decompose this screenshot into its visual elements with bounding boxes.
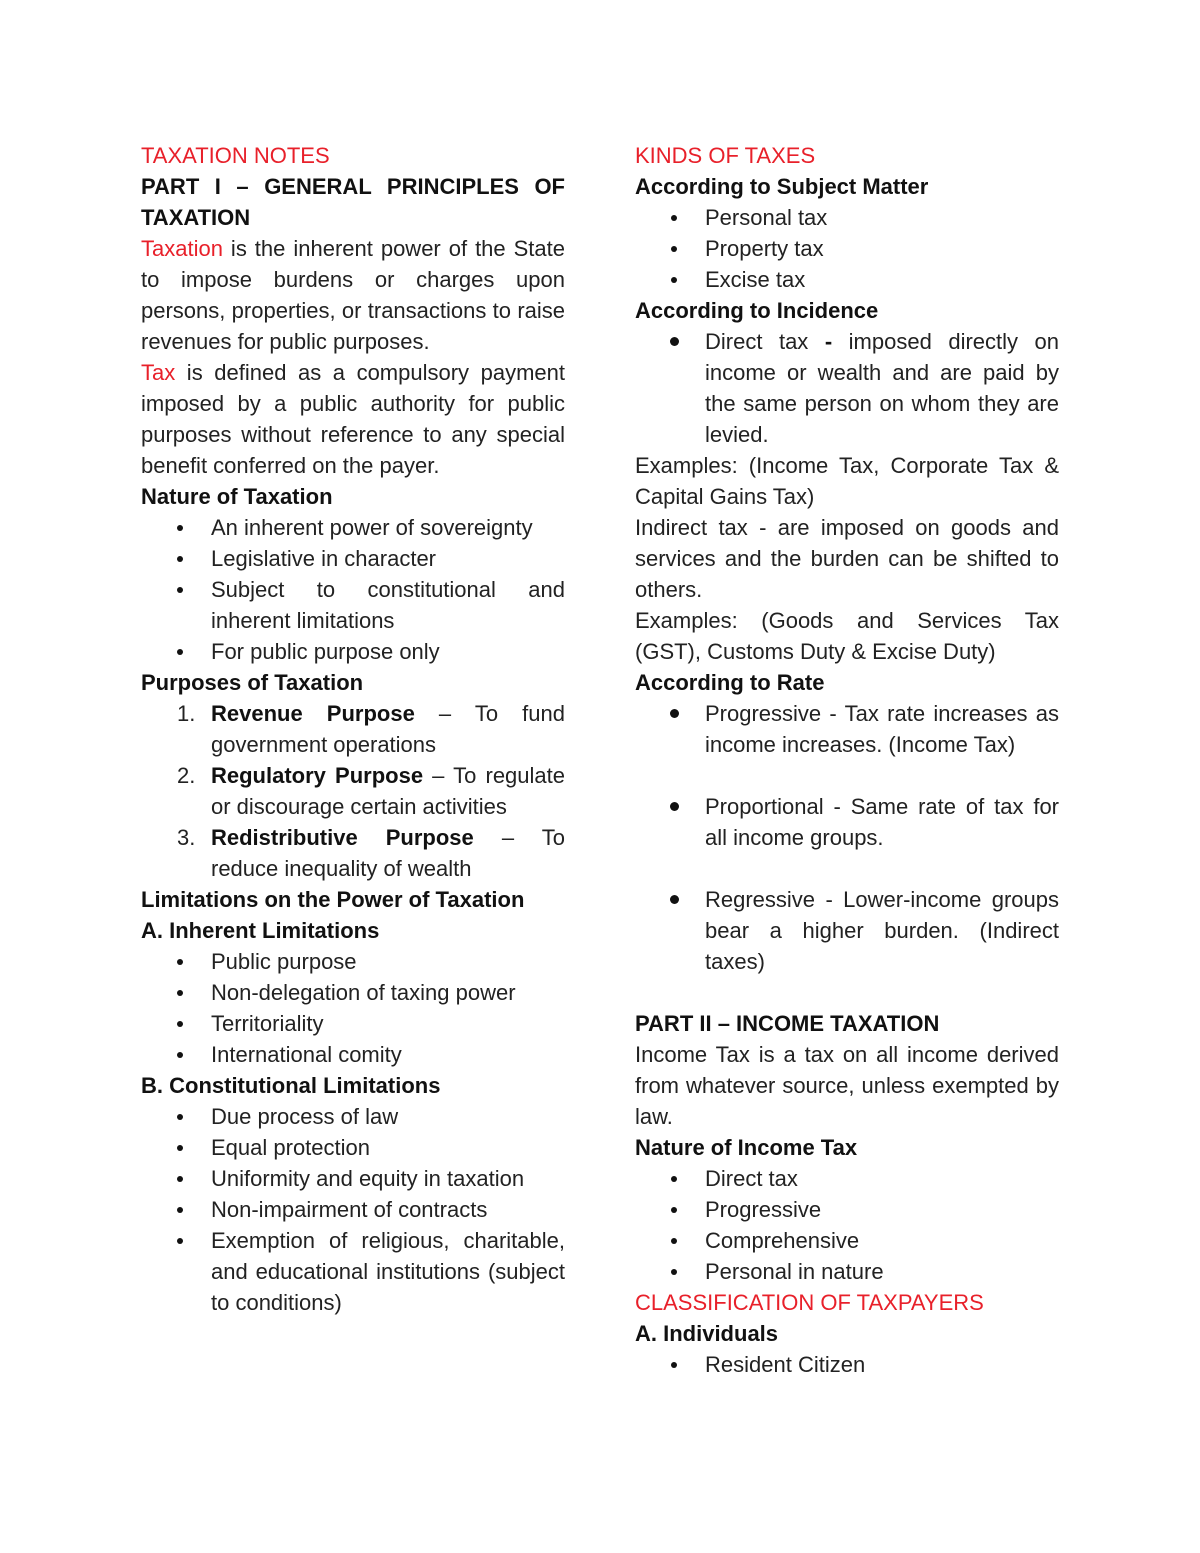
item-number: 3. — [177, 825, 196, 850]
list-item: Personal in nature — [635, 1256, 1059, 1287]
list-item: Uniformity and equity in taxation — [141, 1163, 565, 1194]
subject-list — [635, 202, 1059, 295]
nature-list — [141, 512, 565, 667]
spacer — [635, 977, 1059, 1008]
list-item: Non-impairment of contracts — [141, 1194, 565, 1225]
list-item — [141, 822, 565, 884]
taxation-term: Taxation — [141, 236, 223, 261]
list-item: International comity — [141, 1039, 565, 1070]
list-item: Progressive - Tax rate increases as income increases. (Income Tax) — [635, 698, 1059, 760]
rate-list — [635, 698, 1059, 977]
list-item: Personal tax — [635, 202, 1059, 233]
indirect-tax-text: Indirect tax - are imposed on goods and services and the burden can be shifted to others. — [635, 515, 1059, 602]
list-item: Non-delegation of taxing power — [141, 977, 565, 1008]
nature-heading: Nature of Taxation — [141, 484, 333, 509]
incidence-list — [635, 326, 1059, 450]
list-item: Territoriality — [141, 1008, 565, 1039]
list-item: Public purpose — [141, 946, 565, 977]
item-bold: Redistributive Purpose — [211, 825, 474, 850]
inherent-list — [141, 946, 565, 1070]
tax-definition-text: is defined as a compulsory payment imposed by a public authority for public purposes without reference to any special benefit conferred on the payer. — [141, 360, 565, 478]
list-item — [141, 760, 565, 822]
list-item: Progressive — [635, 1194, 1059, 1225]
individuals-list — [635, 1349, 1059, 1380]
income-tax-definition: Income Tax is a tax on all income derived from whatever source, unless exempted by law. — [635, 1042, 1059, 1129]
direct-tax-text: imposed directly on income or wealth and are paid by the same person on whom they are levied. — [705, 329, 1059, 447]
classification-title: CLASSIFICATION OF TAXPAYERS — [635, 1290, 984, 1315]
list-item — [141, 698, 565, 760]
nature-income-list — [635, 1163, 1059, 1287]
item-bold: Revenue Purpose — [211, 701, 415, 726]
purposes-list — [141, 698, 565, 884]
list-item: Legislative in character — [141, 543, 565, 574]
direct-tax-term: Direct tax — [705, 329, 809, 354]
list-item: For public purpose only — [141, 636, 565, 667]
spacer — [635, 853, 1059, 884]
indirect-examples: Examples: (Goods and Services Tax (GST), Customs Duty & Excise Duty) — [635, 608, 1059, 664]
part2-heading: PART II – INCOME TAXATION — [635, 1011, 940, 1036]
spacer — [635, 760, 1059, 791]
list-item: Proportional - Same rate of tax for all income groups. — [635, 791, 1059, 853]
list-item: An inherent power of sovereignty — [141, 512, 565, 543]
list-item: Exemption of religious, charitable, and educational institutions (subject to conditions) — [141, 1225, 565, 1318]
part1-heading: PART I – GENERAL PRINCIPLES OF TAXATION — [141, 174, 565, 230]
inherent-heading: A. Inherent Limitations — [141, 918, 380, 943]
list-item: Regressive - Lower-income groups bear a higher burden. (Indirect taxes) — [635, 884, 1059, 977]
list-item: Comprehensive — [635, 1225, 1059, 1256]
left-column — [141, 140, 565, 1318]
subject-heading: According to Subject Matter — [635, 174, 929, 199]
individuals-heading: A. Individuals — [635, 1321, 779, 1346]
tax-term: Tax — [141, 360, 176, 385]
kinds-title: KINDS OF TAXES — [635, 143, 816, 168]
document-title: TAXATION NOTES — [141, 143, 330, 168]
constitutional-heading: B. Constitutional Limitations — [141, 1073, 441, 1098]
right-column — [635, 140, 1059, 1380]
list-item: Due process of law — [141, 1101, 565, 1132]
item-bold: Regulatory Purpose — [211, 763, 424, 788]
item-text: – To regulate or discourage certain activities — [211, 763, 565, 819]
constitutional-list — [141, 1101, 565, 1318]
item-text: – To reduce inequality of wealth — [211, 825, 565, 881]
limitations-heading: Limitations on the Power of Taxation — [141, 887, 525, 912]
item-number: 1. — [177, 701, 196, 726]
nature-income-heading: Nature of Income Tax — [635, 1135, 858, 1160]
purposes-heading: Purposes of Taxation — [141, 670, 364, 695]
rate-heading: According to Rate — [635, 670, 825, 695]
tax-definition — [141, 357, 565, 481]
list-item: Direct tax - imposed directly on income or wealth and are paid by the same person on whom they are levied. — [635, 326, 1059, 450]
taxation-definition — [141, 233, 565, 357]
list-item: Resident Citizen — [635, 1349, 1059, 1380]
list-item: Equal protection — [141, 1132, 565, 1163]
list-item: Property tax — [635, 233, 1059, 264]
item-number: 2. — [177, 763, 196, 788]
direct-examples: Examples: (Income Tax, Corporate Tax & Capital Gains Tax) — [635, 453, 1059, 509]
list-item: Excise tax — [635, 264, 1059, 295]
taxation-definition-text: is the inherent power of the State to impose burdens or charges upon persons, properties, or transactions to raise revenues for public purposes. — [141, 236, 565, 354]
item-text: – To fund government operations — [211, 701, 565, 757]
list-item: Subject to constitutional and inherent limitations — [141, 574, 565, 636]
incidence-heading: According to Incidence — [635, 298, 879, 323]
list-item: Direct tax — [635, 1163, 1059, 1194]
